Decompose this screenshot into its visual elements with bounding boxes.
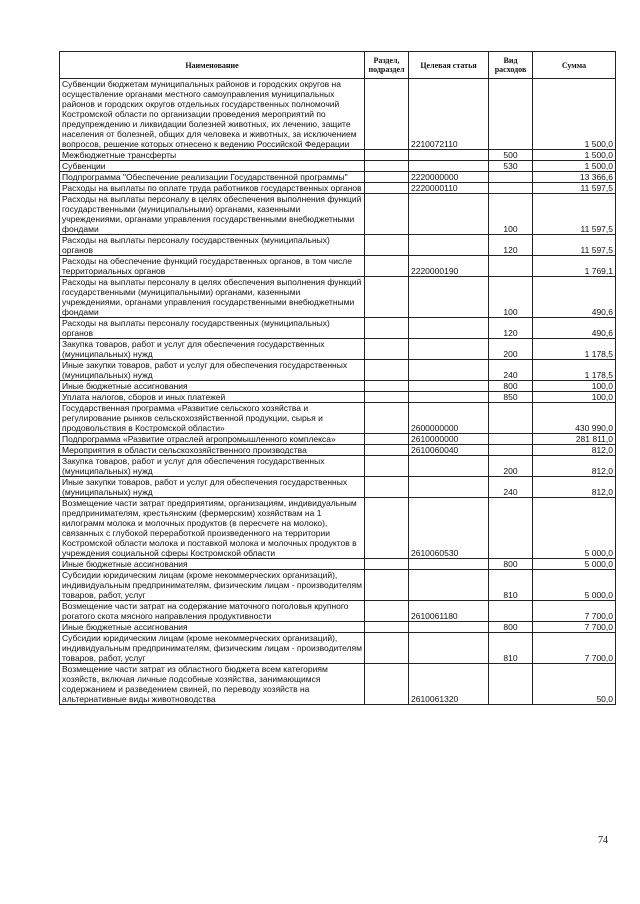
table-row (60, 434, 616, 445)
table-row (60, 559, 616, 570)
cell-target (409, 360, 489, 381)
cell-type: 800 (489, 381, 533, 392)
cell-target (409, 161, 489, 172)
cell-sum: 1 500,0 (533, 161, 616, 172)
cell-type (489, 172, 533, 183)
table-row (60, 277, 616, 318)
cell-name: Возмещение части затрат на содержание маточного поголовья крупного рогатого скота мясного направления продуктивности (60, 601, 365, 622)
cell-section (365, 172, 409, 183)
cell-target: 2610060040 (409, 445, 489, 456)
cell-sum: 1 500,0 (533, 150, 616, 161)
cell-target (409, 456, 489, 477)
cell-type: 240 (489, 477, 533, 498)
cell-name: Возмещение части затрат из областного бюджета всем категориям хозяйств, включая личные подсобные хозяйства, занимающимся содержанием и разведением свиней, по переводу хозяйств на альтернативные виды животноводства (60, 664, 365, 705)
header-row (60, 52, 616, 79)
cell-type (489, 664, 533, 705)
cell-name: Субвенции бюджетам муниципальных районов и городских округов на осуществление органами местного самоуправления муниципальных районов и городских округов отдельных государственных полномочий Костромской области по организации проведения мероприятий по предупреждению и ликвидации болезней животных, их лечению, защите населения от болезней, общих для человека и животных, за исключением вопросов, решение которых отнесено к ведению Российской Федерации (60, 79, 365, 150)
cell-type: 120 (489, 235, 533, 256)
table-row (60, 360, 616, 381)
cell-type (489, 256, 533, 277)
cell-type: 810 (489, 633, 533, 664)
table-row (60, 172, 616, 183)
cell-sum: 5 000,0 (533, 559, 616, 570)
cell-target (409, 622, 489, 633)
cell-target: 2210072110 (409, 79, 489, 150)
cell-section (365, 445, 409, 456)
table-row (60, 664, 616, 705)
cell-target (409, 194, 489, 235)
cell-section (365, 318, 409, 339)
cell-name: Государственная программа «Развитие сельского хозяйства и регулирование рынков сельскохозяйственной продукции, сырья и продовольствия в Костромской области» (60, 403, 365, 434)
cell-target (409, 570, 489, 601)
cell-target: 2220000000 (409, 172, 489, 183)
table-row (60, 456, 616, 477)
table-row (60, 403, 616, 434)
cell-section (365, 456, 409, 477)
cell-section (365, 570, 409, 601)
cell-sum: 812,0 (533, 456, 616, 477)
cell-section (365, 622, 409, 633)
cell-target: 2220000110 (409, 183, 489, 194)
cell-target: 2220000190 (409, 256, 489, 277)
cell-section (365, 601, 409, 622)
cell-name: Субвенции (60, 161, 365, 172)
cell-target (409, 381, 489, 392)
cell-name: Иные бюджетные ассигнования (60, 381, 365, 392)
cell-sum: 1 500,0 (533, 79, 616, 150)
cell-name: Подпрограмма «Развитие отраслей агропромышленного комплекса» (60, 434, 365, 445)
cell-target: 2610000000 (409, 434, 489, 445)
cell-sum: 50,0 (533, 664, 616, 705)
cell-sum: 1 769,1 (533, 256, 616, 277)
cell-target: 2610061320 (409, 664, 489, 705)
cell-sum: 7 700,0 (533, 622, 616, 633)
cell-sum: 1 178,5 (533, 339, 616, 360)
cell-name: Иные закупки товаров, работ и услуг для обеспечения государственных (муниципальных) нужд (60, 360, 365, 381)
cell-type: 100 (489, 277, 533, 318)
cell-name: Иные бюджетные ассигнования (60, 559, 365, 570)
cell-section (365, 161, 409, 172)
cell-target: 2610061180 (409, 601, 489, 622)
cell-section (365, 633, 409, 664)
cell-sum: 11 597,5 (533, 183, 616, 194)
cell-type (489, 434, 533, 445)
cell-sum: 281 811,0 (533, 434, 616, 445)
cell-name: Иные закупки товаров, работ и услуг для обеспечения государственных (муниципальных) нужд (60, 477, 365, 498)
cell-section (365, 79, 409, 150)
table-row (60, 318, 616, 339)
cell-name: Расходы на обеспечение функций государственных органов, в том числе территориальных органов (60, 256, 365, 277)
table-row (60, 256, 616, 277)
table-row (60, 235, 616, 256)
cell-name: Расходы на выплаты персоналу государственных (муниципальных) органов (60, 235, 365, 256)
cell-name: Закупка товаров, работ и услуг для обеспечения государственных (муниципальных) нужд (60, 456, 365, 477)
cell-target (409, 235, 489, 256)
cell-sum: 7 700,0 (533, 633, 616, 664)
cell-section (365, 434, 409, 445)
table-row (60, 79, 616, 150)
cell-sum: 11 597,5 (533, 194, 616, 235)
cell-section (365, 235, 409, 256)
cell-target (409, 477, 489, 498)
cell-type: 120 (489, 318, 533, 339)
table-row (60, 477, 616, 498)
cell-sum: 490,6 (533, 277, 616, 318)
cell-target (409, 392, 489, 403)
table-row (60, 150, 616, 161)
budget-table (59, 51, 616, 705)
cell-sum: 13 366,6 (533, 172, 616, 183)
col-header-sum: Сумма (533, 52, 616, 79)
table-row (60, 498, 616, 559)
cell-name: Закупка товаров, работ и услуг для обеспечения государственных (муниципальных) нужд (60, 339, 365, 360)
cell-target: 2600000000 (409, 403, 489, 434)
col-header-name: Наименование (60, 52, 365, 79)
cell-section (365, 392, 409, 403)
cell-section (365, 664, 409, 705)
cell-sum: 100,0 (533, 392, 616, 403)
cell-section (365, 339, 409, 360)
table-row (60, 570, 616, 601)
table-row (60, 194, 616, 235)
cell-section (365, 498, 409, 559)
table-row (60, 161, 616, 172)
cell-name: Межбюджетные трансферты (60, 150, 365, 161)
cell-name: Расходы на выплаты персоналу в целях обеспечения выполнения функций государственными (муниципальными) органами, казенными учреждениями, органами управления государственными внебюджетными фондами (60, 277, 365, 318)
cell-type: 200 (489, 456, 533, 477)
table-row (60, 445, 616, 456)
table-row (60, 392, 616, 403)
cell-sum: 1 178,5 (533, 360, 616, 381)
cell-name: Расходы на выплаты по оплате труда работников государственных органов (60, 183, 365, 194)
col-header-section: Раздел, подраздел (365, 52, 409, 79)
cell-type (489, 498, 533, 559)
cell-target (409, 277, 489, 318)
cell-sum: 11 597,5 (533, 235, 616, 256)
cell-section (365, 277, 409, 318)
page-number: 74 (598, 835, 608, 846)
cell-name: Уплата налогов, сборов и иных платежей (60, 392, 365, 403)
cell-section (365, 150, 409, 161)
cell-type (489, 183, 533, 194)
cell-name: Расходы на выплаты персоналу государственных (муниципальных) органов (60, 318, 365, 339)
cell-sum: 5 000,0 (533, 498, 616, 559)
cell-type: 810 (489, 570, 533, 601)
cell-type (489, 601, 533, 622)
table-row (60, 601, 616, 622)
cell-section (365, 194, 409, 235)
cell-name: Субсидии юридическим лицам (кроме некоммерческих организаций), индивидуальным предпринимателям, физическим лицам - производителям товаров, работ, услуг (60, 570, 365, 601)
table-row (60, 339, 616, 360)
col-header-target: Целевая статья (409, 52, 489, 79)
cell-sum: 7 700,0 (533, 601, 616, 622)
cell-type: 530 (489, 161, 533, 172)
cell-section (365, 256, 409, 277)
col-header-type: Вид расходов (489, 52, 533, 79)
cell-sum: 490,6 (533, 318, 616, 339)
cell-target: 2610060530 (409, 498, 489, 559)
cell-name: Подпрограмма "Обеспечение реализации Государственной программы" (60, 172, 365, 183)
cell-sum: 100,0 (533, 381, 616, 392)
cell-target (409, 150, 489, 161)
cell-name: Возмещение части затрат предприятиям, организациям, индивидуальным предпринимателям, крестьянским (фермерским) хозяйствам на 1 килограмм молока и молочных продуктов (в пересчете на молоко), связанных с глубокой переработкой произведенного на территории Костромской области молока и поставкой молока и молочных продуктов в учреждения социальной сферы Костромской области (60, 498, 365, 559)
cell-name: Мероприятия в области сельскохозяйственного производства (60, 445, 365, 456)
table-row (60, 622, 616, 633)
cell-type: 240 (489, 360, 533, 381)
cell-sum: 5 000,0 (533, 570, 616, 601)
cell-target (409, 559, 489, 570)
cell-section (365, 477, 409, 498)
cell-type (489, 445, 533, 456)
cell-type: 200 (489, 339, 533, 360)
cell-sum: 812,0 (533, 477, 616, 498)
table-row (60, 381, 616, 392)
cell-name: Расходы на выплаты персоналу в целях обеспечения выполнения функций государственными (муниципальными) органами, казенными учреждениями, органами управления государственными внебюджетными фондами (60, 194, 365, 235)
cell-type: 100 (489, 194, 533, 235)
cell-target (409, 318, 489, 339)
cell-section (365, 360, 409, 381)
table-row (60, 633, 616, 664)
cell-type: 800 (489, 559, 533, 570)
cell-sum: 812,0 (533, 445, 616, 456)
cell-section (365, 559, 409, 570)
cell-target (409, 633, 489, 664)
cell-type: 800 (489, 622, 533, 633)
cell-name: Субсидии юридическим лицам (кроме некоммерческих организаций), индивидуальным предпринимателям, физическим лицам - производителям товаров, работ, услуг (60, 633, 365, 664)
cell-sum: 430 990,0 (533, 403, 616, 434)
cell-section (365, 381, 409, 392)
cell-type (489, 79, 533, 150)
cell-type: 850 (489, 392, 533, 403)
cell-section (365, 183, 409, 194)
table-row (60, 183, 616, 194)
cell-name: Иные бюджетные ассигнования (60, 622, 365, 633)
cell-section (365, 403, 409, 434)
cell-type: 500 (489, 150, 533, 161)
cell-type (489, 403, 533, 434)
cell-target (409, 339, 489, 360)
